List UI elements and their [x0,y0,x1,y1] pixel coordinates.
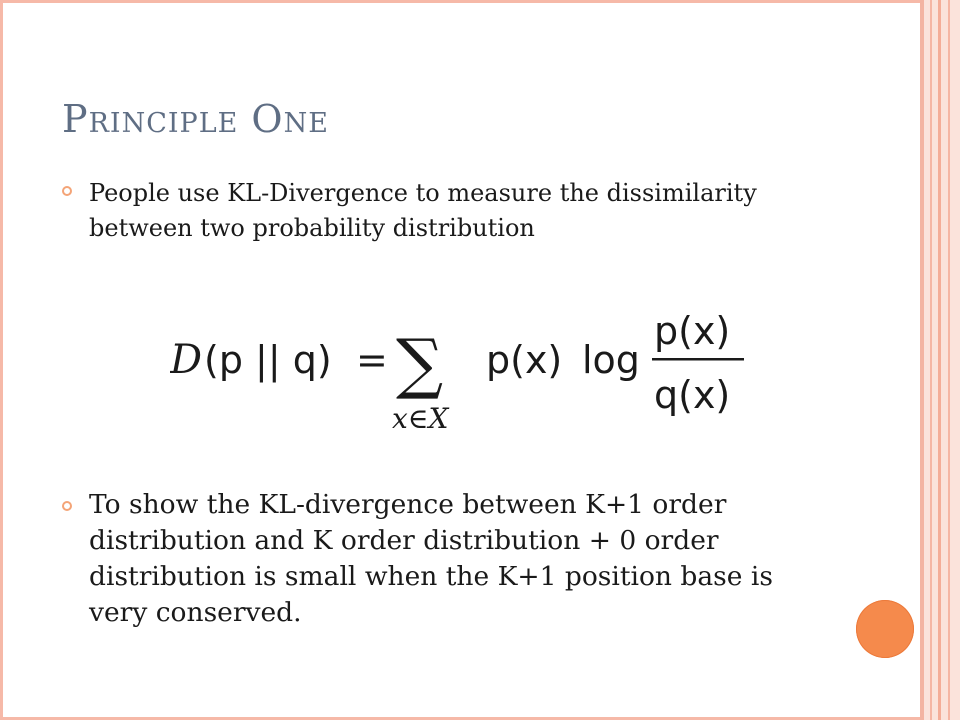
formula-px: p(x) [486,338,563,382]
bullet-ring-icon [62,186,72,196]
slide-title [62,97,329,141]
title-initial-1: P [62,97,89,141]
stripe-2 [938,0,941,720]
bullet-item-1 [62,176,812,246]
formula-log: log [582,338,640,382]
formula-sum-subscript: x∈X [392,402,449,435]
bullet-text-2: To show the KL-divergence between K+1 order distribution and K order distribution + 0 order distribution is small when the K+1 position base is very conserved. [89,489,773,628]
title-initial-2: O [251,97,284,141]
decorative-orange-circle [856,600,914,658]
bullet-ring-icon [62,501,72,511]
kl-divergence-formula [170,300,750,440]
formula-equals: = [356,338,388,382]
stripe-1 [930,0,932,720]
frame-top-border [0,0,922,3]
bullet-text-1: People use KL-Divergence to measure the dissimilarity between two probability distribution [89,179,757,242]
title-rest-2: NE [283,108,329,139]
decorative-stripes [924,0,960,720]
formula-fraction-bar [652,358,744,361]
formula-d: D [170,337,203,383]
formula-sum-sign: ∑ [396,325,444,402]
frame-left-border [0,0,3,720]
stripe-3 [948,0,950,720]
formula-svg [170,300,750,440]
title-rest-1: RINCIPLE [88,108,239,139]
formula-denominator: q(x) [654,373,731,417]
bullet-item-2 [62,487,812,631]
formula-lhs-args: (p || q) [204,338,332,382]
formula-numerator: p(x) [654,309,731,353]
stripe-4 [955,0,960,720]
